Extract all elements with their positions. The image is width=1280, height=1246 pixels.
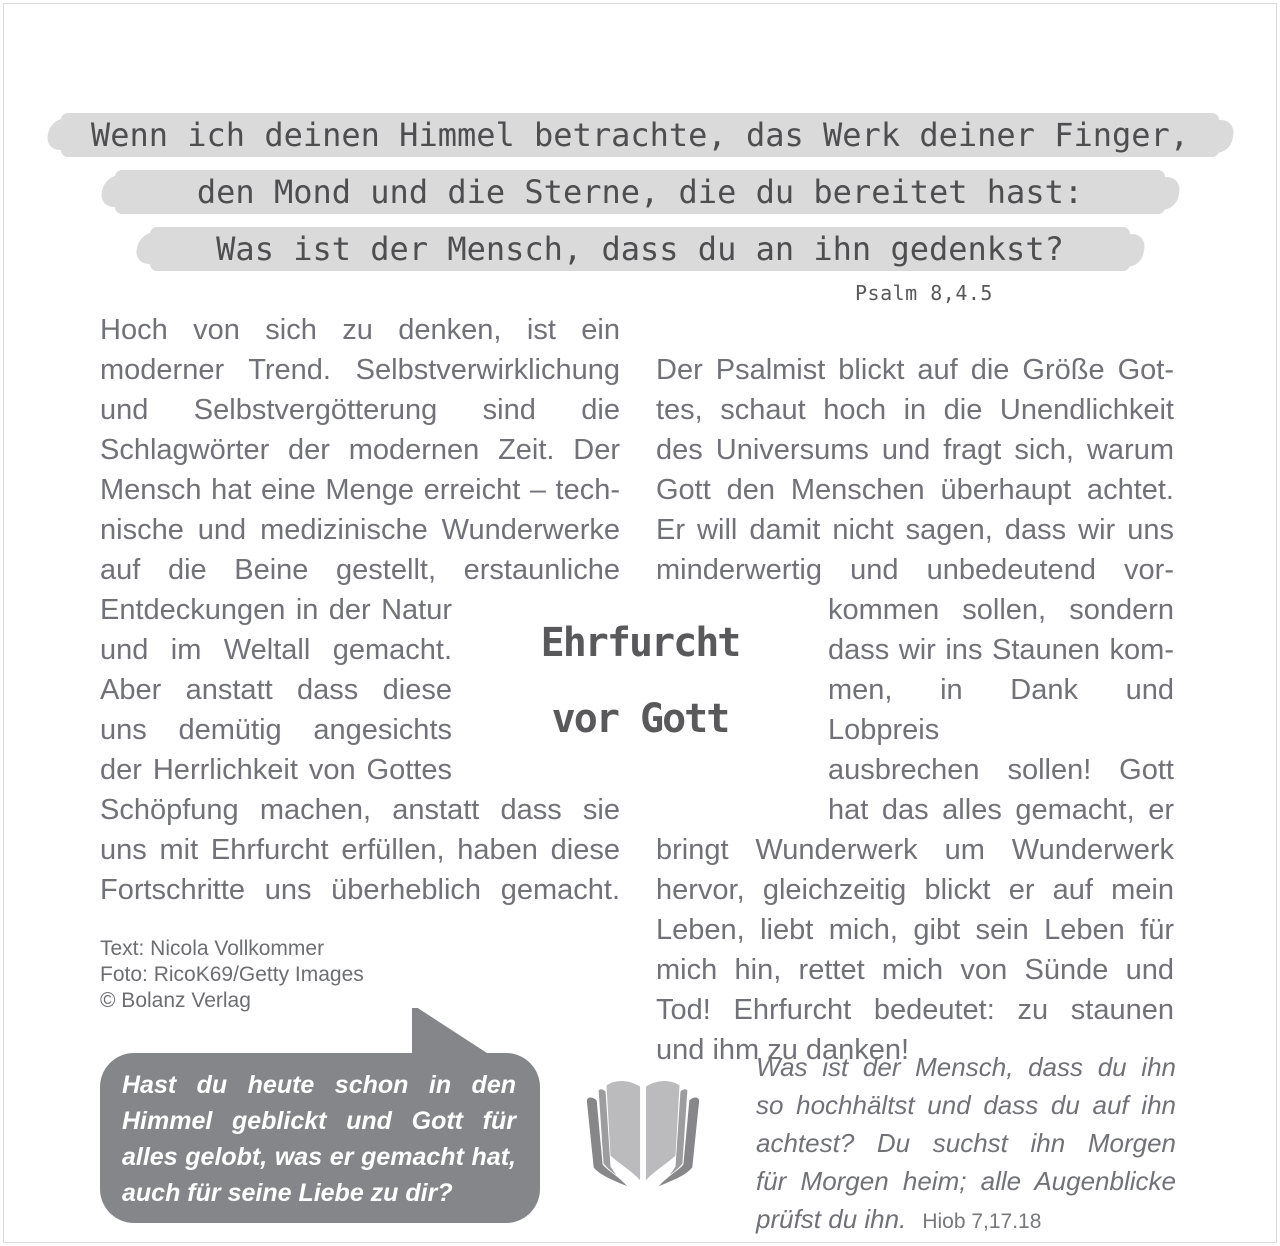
book-left-half: [587, 1081, 640, 1186]
center-heading-line-2: vor Gott: [551, 696, 729, 742]
text-line: Hoch von sich zu denken, ist ein: [100, 314, 620, 346]
headline-row-3: [0, 220, 1280, 277]
left-column-full-bottom: [100, 790, 620, 910]
headline: [0, 106, 1280, 277]
question-bubble: [100, 1053, 540, 1223]
text-line: Fortschritte uns überheblich gemacht.: [100, 874, 620, 906]
text-line: Entdeckungen in der Natur: [100, 594, 452, 626]
headline-highlight-1: Wenn ich deinen Himmel betrachte, das Werk deiner Finger,: [61, 113, 1219, 157]
text-line: hervor, gleichzeitig blickt er auf mein: [656, 874, 1174, 906]
credits: [100, 936, 364, 1014]
scripture-lines: [756, 1048, 1176, 1200]
text-line: uns mit Ehrfurcht erfüllen, haben diese: [100, 834, 620, 866]
text-line: nische und medizinische Wunderwerke: [100, 514, 620, 546]
left-column-full-top: [100, 310, 620, 590]
scripture-last-line: [756, 1200, 1176, 1241]
text-line: © Bolanz Verlag: [100, 989, 251, 1012]
text-line: auch für seine Liebe zu dir?: [122, 1179, 453, 1207]
text-line: men, in Dank und Lobpreis: [828, 674, 1174, 746]
open-book-icon: [574, 1076, 712, 1188]
text-line: ausbrechen sollen! Gott: [828, 754, 1174, 786]
headline-row-2: [0, 163, 1280, 220]
text-line: Mensch hat eine Menge erreicht – tech-: [100, 474, 620, 506]
text-line: hat das alles gemacht, er: [828, 794, 1174, 826]
text-line: der Herrlichkeit von Gottes: [100, 754, 452, 786]
text-line: kommen sollen, sondern: [828, 594, 1174, 626]
article-left-column: [100, 310, 620, 910]
text-line: und Selbstvergötterung sind die: [100, 394, 620, 426]
book-right-half: [646, 1081, 699, 1186]
headline-highlight-2: den Mond und die Sterne, die du bereitet hast:: [115, 170, 1165, 214]
text-line: Aber anstatt dass diese: [100, 674, 452, 706]
scripture-quote: [756, 1048, 1176, 1241]
text-line: Foto: RicoK69/Getty Images: [100, 963, 364, 986]
text-line: Text: Nicola Vollkommer: [100, 937, 325, 960]
text-line: auf die Beine gestellt, erstaunliche: [100, 554, 620, 586]
text-line: uns demütig angesichts: [100, 714, 452, 746]
text-line: Himmel geblickt und Gott für: [122, 1107, 516, 1135]
text-line: für Morgen heim; alle Augenblicke: [756, 1166, 1176, 1196]
scripture-last-line-text: prüfst du ihn.: [756, 1204, 907, 1234]
text-line: moderner Trend. Selbstverwirklichung: [100, 354, 620, 386]
right-column-full-bottom: [656, 830, 1174, 1070]
text-line: minderwertig und unbedeutend vor-: [656, 554, 1174, 586]
text-line: mich hin, rettet mich von Sünde und: [656, 954, 1174, 986]
text-line: alles gelobt, was er gemacht hat,: [122, 1143, 516, 1171]
headline-row-1: [0, 106, 1280, 163]
text-line: Hast du heute schon in den: [122, 1071, 516, 1099]
text-line: bringt Wunderwerk um Wunderwerk: [656, 834, 1174, 866]
text-line: Schlagwörter der modernen Zeit. Der: [100, 434, 620, 466]
psalm-reference: Psalm 8,4.5: [855, 281, 993, 305]
text-line: Leben, liebt mich, gibt sein Leben für: [656, 914, 1174, 946]
text-line: und im Weltall gemacht.: [100, 634, 452, 666]
center-heading: [500, 620, 780, 742]
right-column-full-top: [656, 350, 1174, 590]
speech-bubble-tail: [410, 1008, 496, 1058]
center-heading-line-1: Ehrfurcht: [540, 620, 740, 666]
text-line: dass wir ins Staunen kom-: [828, 634, 1174, 666]
text-line: und ihm zu danken!: [656, 1034, 910, 1066]
text-line: Tod! Ehrfurcht bedeutet: zu staunen: [656, 994, 1174, 1026]
text-line: tes, schaut hoch in die Unendlichkeit: [656, 394, 1174, 426]
scripture-reference: Hiob 7,17.18: [922, 1210, 1042, 1233]
text-line: Was ist der Mensch, dass du ihn: [756, 1052, 1176, 1082]
text-line: Gott den Menschen überhaupt achtet.: [656, 474, 1174, 506]
text-line: des Universums und fragt sich, warum: [656, 434, 1174, 466]
text-line: achtest? Du suchst ihn Morgen: [756, 1128, 1176, 1158]
text-line: Er will damit nicht sagen, dass wir uns: [656, 514, 1174, 546]
headline-highlight-3: Was ist der Mensch, dass du an ihn gedenkst?: [150, 227, 1130, 271]
text-line: so hochhältst und dass du auf ihn: [756, 1090, 1176, 1120]
text-line: Schöpfung machen, anstatt dass sie: [100, 794, 620, 826]
text-line: Der Psalmist blickt auf die Größe Got-: [656, 354, 1174, 386]
